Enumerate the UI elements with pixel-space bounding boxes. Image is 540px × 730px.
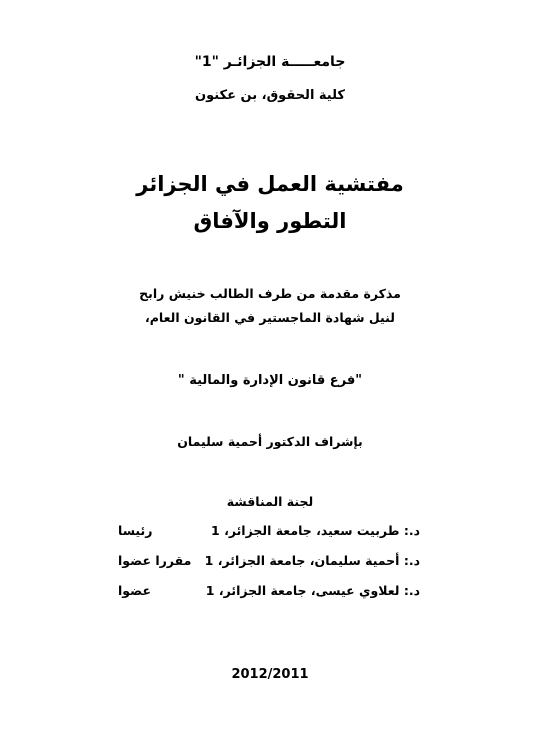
jury-row (0, 553, 540, 571)
jury-member-name: د.: لعلاوي عيسى، جامعة الجزائر، 1 (205, 583, 420, 598)
academic-year: 2012/2011 (231, 667, 309, 682)
supervisor: بإشراف الدكتور أحمية سليمان (177, 434, 363, 449)
faculty-name: كلية الحقوق، بن عكنون (195, 88, 345, 103)
jury-row (0, 523, 540, 541)
memo-degree: لنيل شهادة الماجستير في القانون العام، (145, 310, 395, 325)
memo-presented-by: مذكرة مقدمة من طرف الطالب خنيش رابح (139, 286, 401, 301)
thesis-title-line-1: مفتشية العمل في الجزائر (136, 172, 404, 196)
university-name: جامعـــــة الجزائـر "1" (194, 54, 346, 70)
jury-member-role: عضوا (118, 583, 151, 598)
jury-member-name: د.: أحمية سليمان، جامعة الجزائر، 1 (204, 553, 420, 568)
branch-name: "فرع قانون الإدارة والمالية " (177, 373, 363, 388)
jury-row (0, 583, 540, 601)
jury-heading: لجنة المناقشة (226, 494, 314, 509)
jury-member-name: د.: طربيت سعيد، جامعة الجزائر، 1 (211, 523, 420, 538)
thesis-title-line-2: التطور والآفاق (193, 209, 347, 233)
jury-member-role: مقررا عضوا (118, 553, 192, 568)
jury-member-role: رئيسا (118, 523, 153, 538)
